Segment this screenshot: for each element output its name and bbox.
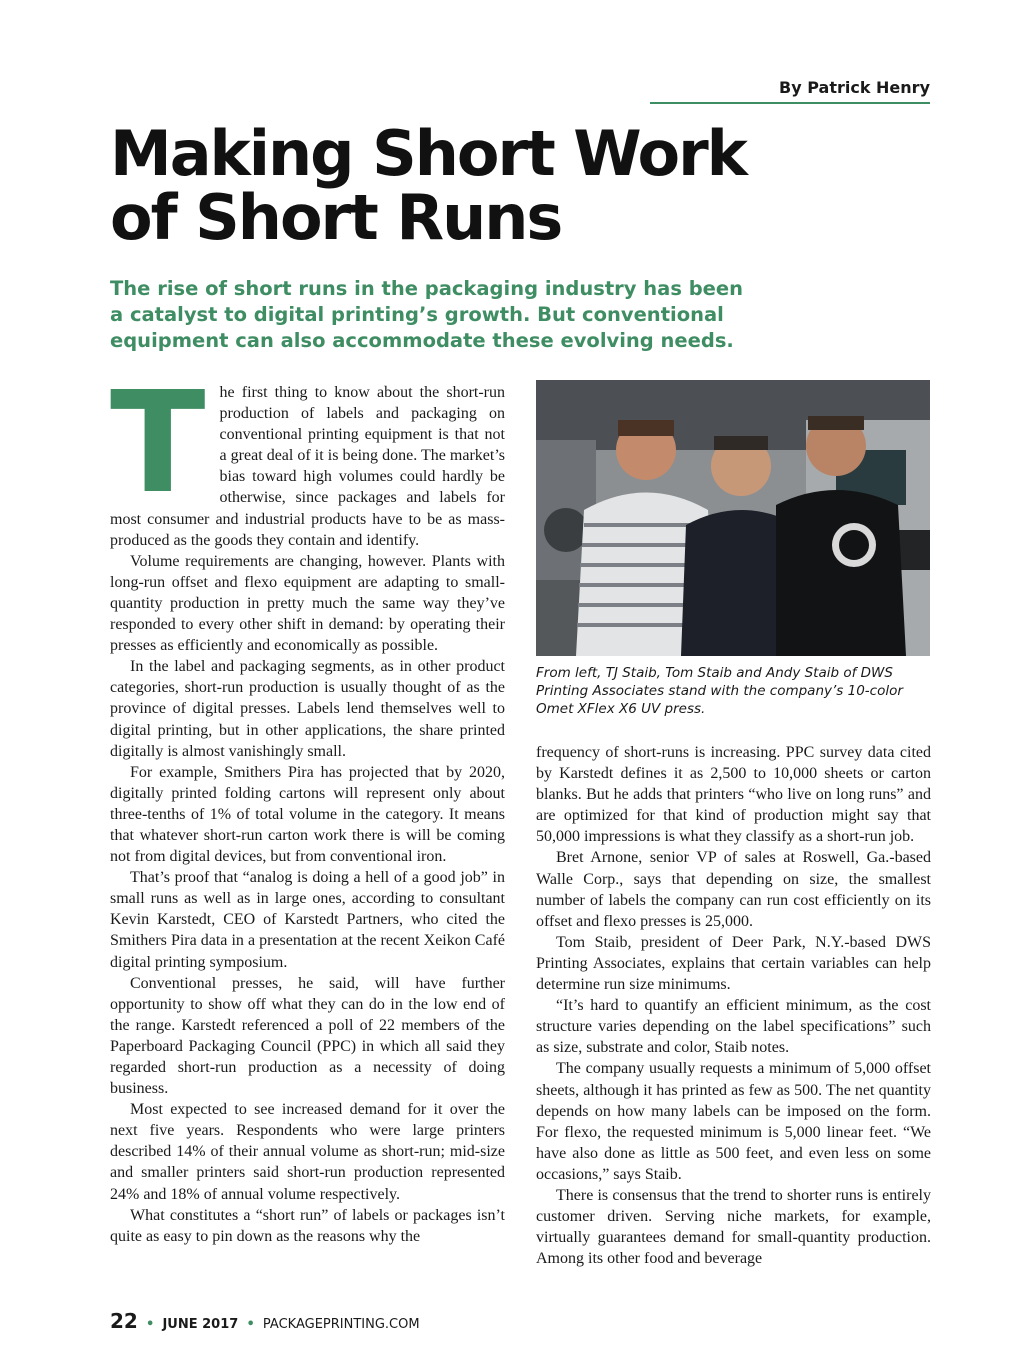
article-photo bbox=[536, 380, 930, 656]
paragraph: In the label and packaging segments, as in other product categories, short-run production is usually thought of as the province of digital presses. Labels lend themselves well to digital printing, but in other applications, the share printed digitally is almost vanishingly small. bbox=[110, 658, 505, 760]
paragraph: frequency of short-runs is increasing. PPC survey data cited by Karstedt defines it as 2,500 to 10,000 sheets or carton blanks. But he adds that printers “who live on long runs” and are optimized for that kind of production might say that 50,000 impressions is what they classify as a short-run job. bbox=[536, 744, 931, 846]
paragraph: For example, Smithers Pira has projected that by 2020, digitally printed folding cartons will represent only about three-tenths of 1% of total volume in the category. It means that whatever short-run carton work there is will be coming not from digital devices, but from conventional iron. bbox=[110, 763, 505, 866]
page-number: 22 bbox=[110, 1309, 138, 1333]
footer-separator: • bbox=[145, 1317, 155, 1332]
paragraph: “It’s hard to quantify an efficient minimum, as the cost structure varies depending on the label specifications” such as size, substrate and color, Staib notes. bbox=[536, 997, 931, 1057]
press-photo-illustration bbox=[536, 380, 930, 656]
page-footer bbox=[110, 1309, 420, 1333]
drop-cap: T bbox=[110, 362, 206, 525]
caption-line-1: From left, TJ Staib, Tom Staib and Andy Staib of DWS bbox=[536, 665, 893, 681]
deck-line-1: The rise of short runs in the packaging industry has been bbox=[110, 277, 744, 300]
title-line-1: Making Short Work bbox=[110, 117, 746, 190]
paragraph: What constitutes a “short run” of labels or packages isn’t quite as easy to pin down as the reasons why the bbox=[110, 1206, 505, 1245]
paragraph: Bret Arnone, senior VP of sales at Roswell, Ga.-based Walle Corp., says that depending on size, the smallest number of labels the company can run cost efficiently on its offset and flexo presses is 25,000. bbox=[536, 849, 931, 930]
paragraph: Tom Staib, president of Deer Park, N.Y.-based DWS Printing Associates, explains that certain variables can help determine run size minimums. bbox=[536, 933, 931, 994]
photo-caption bbox=[536, 664, 930, 718]
paragraph: he first thing to know about the short-run production of labels and packaging on conventional printing equipment is that not a great deal of it is being done. The market’s bias toward high volumes could hardly be otherwise, since packages and labels for most consumer and industrial products have to be as mass-produced as the goods they contain and identify. bbox=[110, 384, 505, 549]
paragraph: Most expected to see increased demand for it over the next five years. Respondents who were large printers described 14% of their annual volume as short-run; mid-size and smaller printers said short-run production represented 24% and 18% of annual volume respectively. bbox=[110, 1101, 505, 1203]
right-column bbox=[536, 742, 931, 1269]
website-url: PACKAGEPRINTING.COM bbox=[262, 1317, 420, 1332]
deck-line-2: a catalyst to digital printing’s growth. But conventional bbox=[110, 303, 724, 326]
caption-line-2: Printing Associates stand with the company’s 10-color bbox=[536, 683, 903, 699]
paragraph: There is consensus that the trend to shorter runs is entirely customer driven. Serving niche markets, for example, virtually guarantees demand for small-quantity production. Among its other food and beverage bbox=[536, 1186, 931, 1268]
footer-separator: • bbox=[246, 1317, 255, 1332]
title-line-2: of Short Runs bbox=[110, 181, 562, 254]
paragraph: Conventional presses, he said, will have further opportunity to show off what they can do in the low end of the range. Karstedt referenced a poll of 22 members of the Paperboard Packaging Council (PPC) in which all said they regarded short-run production as a necessity of doing business. bbox=[110, 974, 505, 1098]
left-column bbox=[110, 362, 505, 1247]
issue-date: JUNE 2017 bbox=[162, 1317, 239, 1332]
deck-line-3: equipment can also accommodate these evolving needs. bbox=[110, 329, 734, 352]
article-deck bbox=[110, 276, 940, 354]
paragraph: Volume requirements are changing, however. Plants with long-run offset and flexo equipment are adapting to small-quantity production in pretty much the same way they’ve responded to every other shift in demand: by operating their presses as efficiently and economically as possible. bbox=[110, 552, 505, 655]
paragraph: That’s proof that “analog is doing a hell of a good job” in small runs as well as in large ones, according to consultant Kevin Karstedt, CEO of Karstedt Partners, who cited the Smithers Pira data in a presentation at the recent Xeikon Café digital printing symposium. bbox=[110, 869, 505, 971]
article-title bbox=[110, 117, 940, 254]
caption-line-3: Omet XFlex X6 UV press. bbox=[536, 701, 706, 717]
byline: By Patrick Henry bbox=[650, 78, 930, 104]
paragraph: The company usually requests a minimum of 5,000 offset sheets, although it has printed as few as 500. The net quantity depends on how many labels can be imposed on the form. For flexo, the requested minimum is 5,000 linear feet. “We have also done as little as 500 feet, and even less on some occasions,” says Staib. bbox=[536, 1060, 931, 1183]
